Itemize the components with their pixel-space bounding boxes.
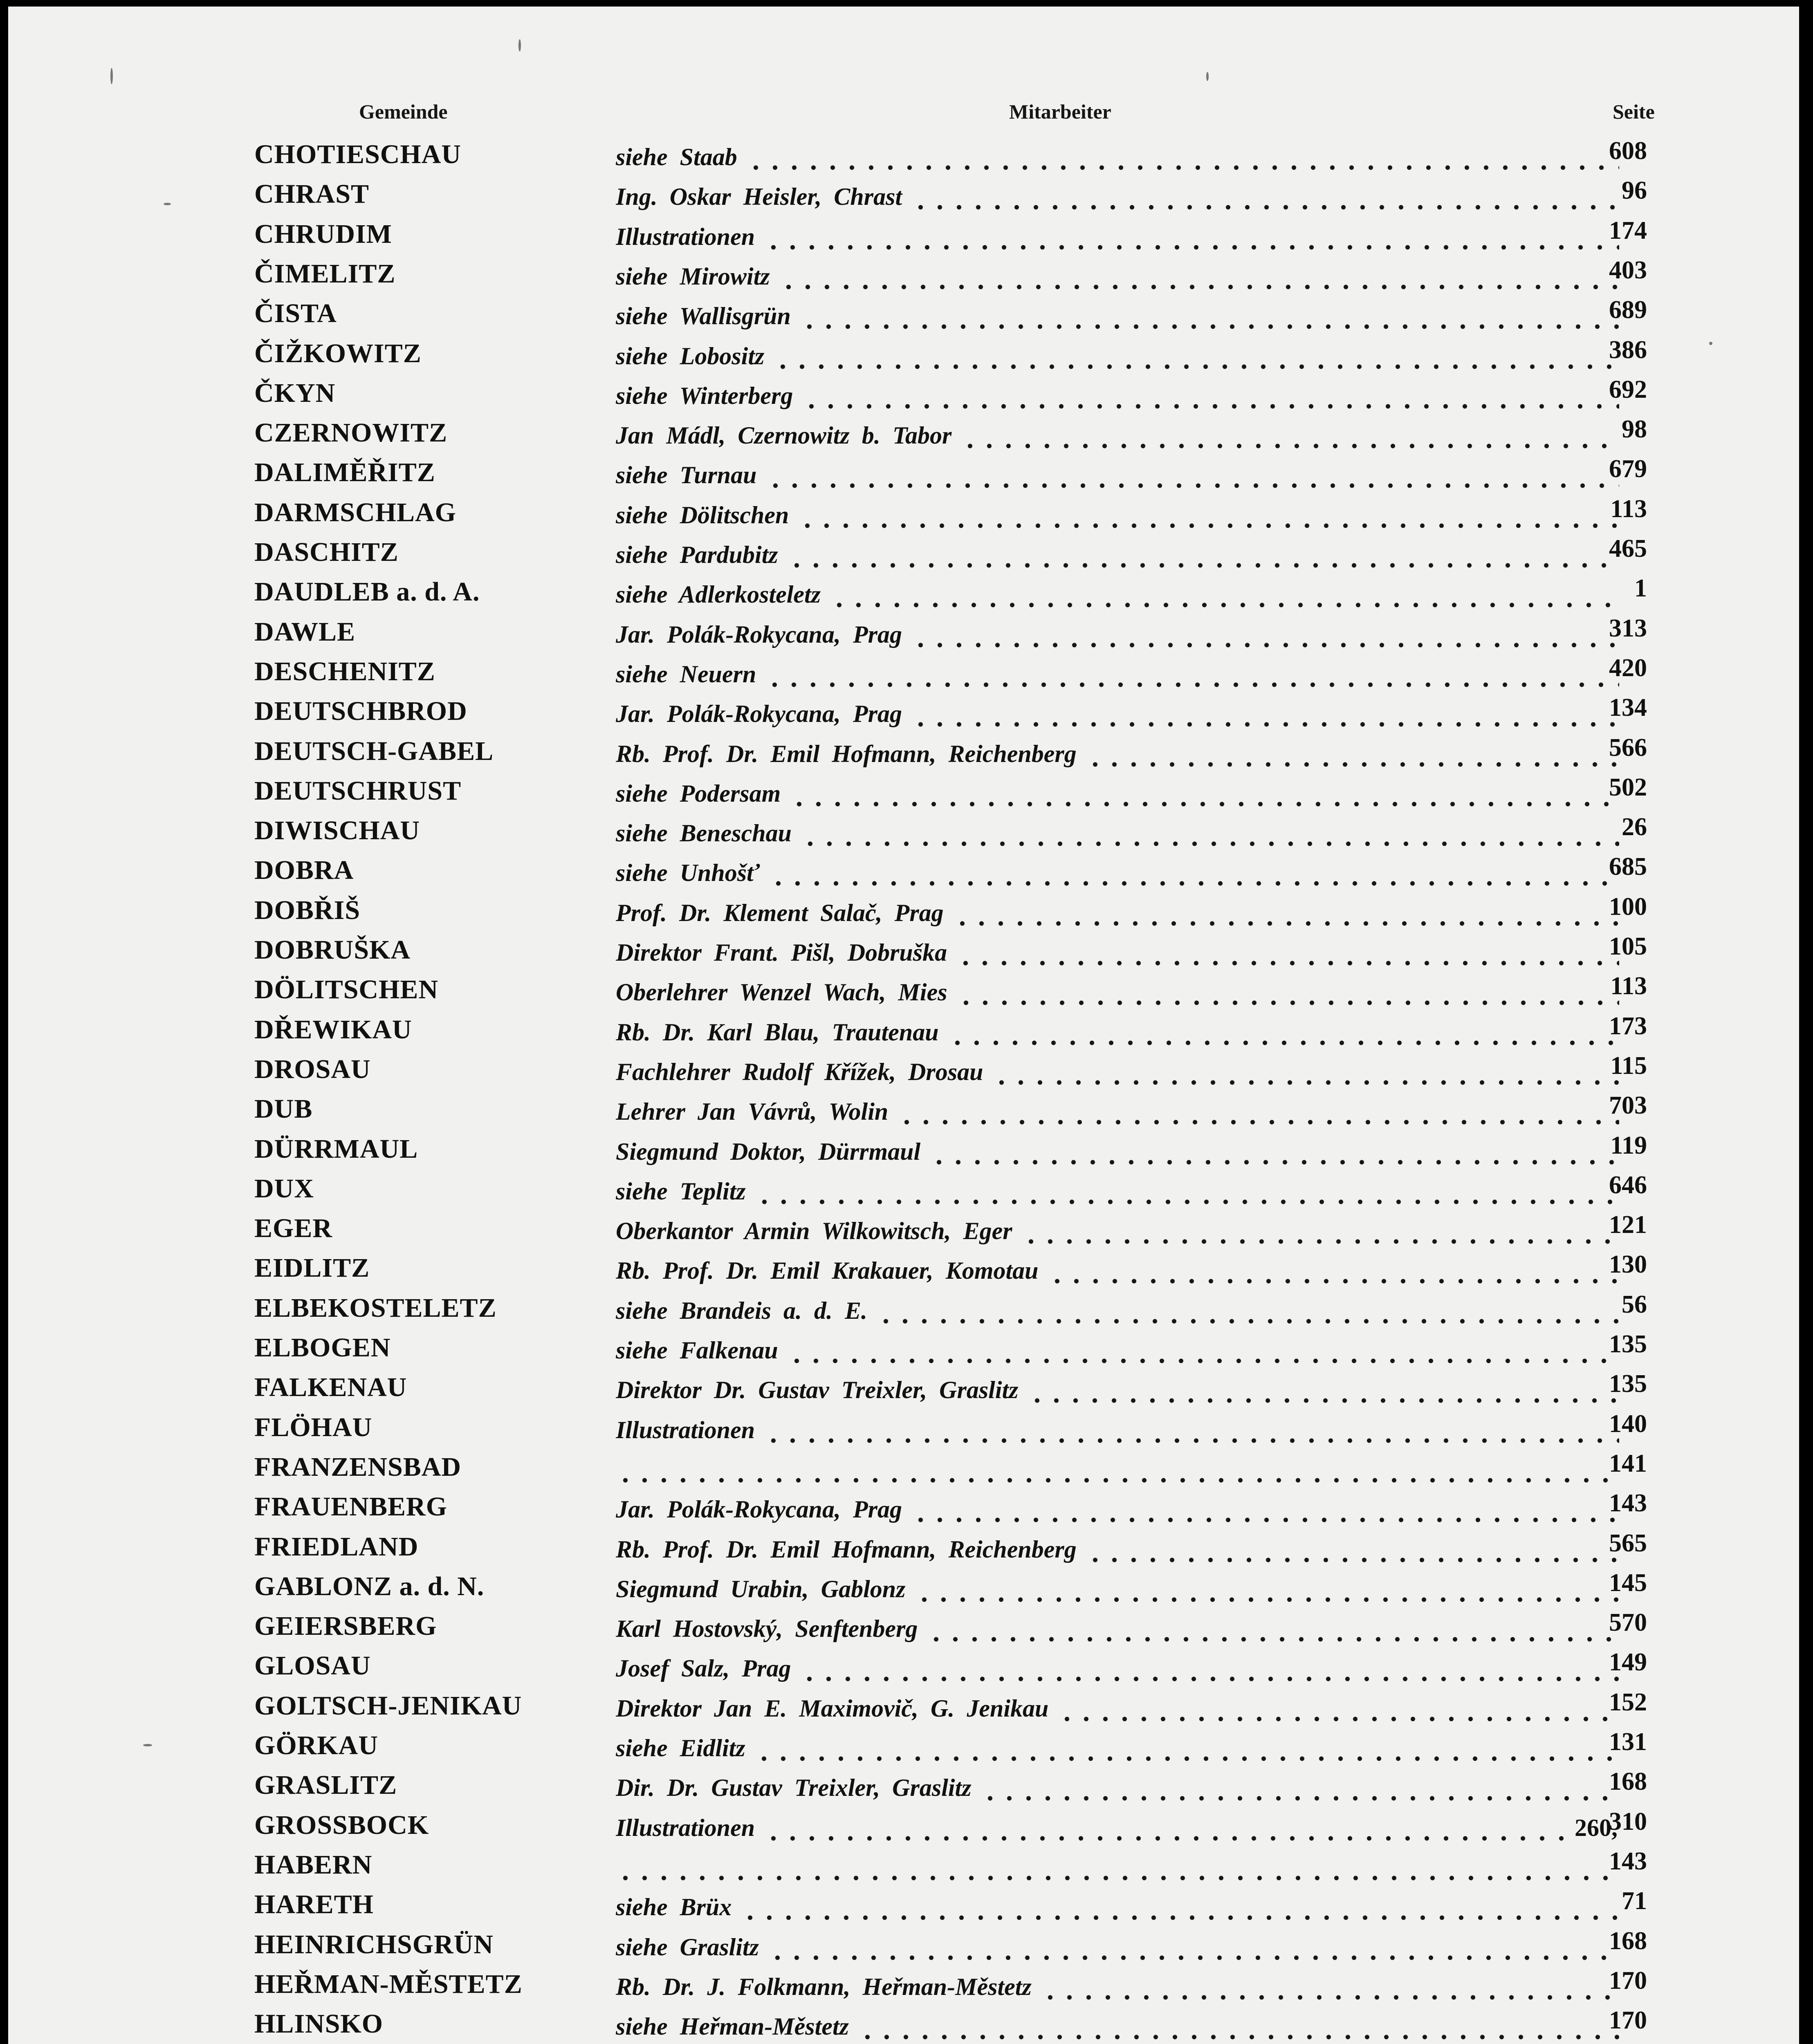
place-name: GRASLITZ bbox=[254, 1770, 397, 1800]
table-row bbox=[8, 1012, 1799, 1052]
page-number: 608 bbox=[1609, 137, 1647, 165]
contributor-cell bbox=[616, 621, 1619, 653]
table-row bbox=[8, 654, 1799, 694]
dot-leader bbox=[616, 1876, 1619, 1880]
contributor-cell bbox=[616, 421, 1619, 454]
place-name: FLÖHAU bbox=[254, 1412, 372, 1442]
table-row bbox=[8, 415, 1799, 455]
place-name: DÖLITSCHEN bbox=[254, 975, 439, 1004]
table-row bbox=[8, 1847, 1799, 1887]
table-row bbox=[8, 256, 1799, 296]
table-row bbox=[8, 137, 1799, 177]
contributor-name: siehe Teplitz bbox=[616, 1178, 746, 1205]
contributor-cell bbox=[616, 1257, 1619, 1289]
dot-leader bbox=[948, 1040, 1619, 1045]
contributor-name: Jar. Polák-Rokycana, Prag bbox=[616, 1496, 902, 1523]
contributor-cell bbox=[616, 1734, 1619, 1767]
table-row bbox=[8, 1887, 1799, 1927]
contributor-name: siehe Winterberg bbox=[616, 382, 793, 409]
table-row bbox=[8, 1728, 1799, 1768]
page-number: 152 bbox=[1609, 1688, 1647, 1716]
page-number: 465 bbox=[1609, 535, 1647, 563]
contributor-cell bbox=[616, 660, 1619, 693]
contributor-name: siehe Turnau bbox=[616, 462, 757, 489]
contributor-cell bbox=[616, 700, 1619, 733]
page-number: 113 bbox=[1610, 972, 1647, 1000]
place-name: GLOSAU bbox=[254, 1651, 371, 1681]
contributor-cell bbox=[616, 183, 1619, 215]
page-number: 135 bbox=[1609, 1330, 1647, 1358]
place-name: GEIERSBERG bbox=[254, 1611, 437, 1641]
dot-leader bbox=[764, 245, 1619, 250]
table-row bbox=[8, 574, 1799, 614]
place-name: ČIMELITZ bbox=[254, 259, 396, 289]
page-number: 141 bbox=[1609, 1450, 1647, 1477]
page-number: 565 bbox=[1609, 1529, 1647, 1557]
contributor-cell bbox=[616, 1177, 1619, 1210]
table-row bbox=[8, 1688, 1799, 1728]
place-name: DOBRUŠKA bbox=[254, 935, 411, 965]
contributor-name: siehe Dölitschen bbox=[616, 502, 789, 529]
page-number: 131 bbox=[1609, 1728, 1647, 1756]
table-row bbox=[8, 852, 1799, 892]
contributor-name: Direktor Frant. Pišl, Dobruška bbox=[616, 939, 947, 966]
place-name: DOBRA bbox=[254, 855, 354, 885]
table-row bbox=[8, 1369, 1799, 1410]
dot-leader bbox=[1057, 1717, 1619, 1721]
contributor-name: Illustrationen bbox=[616, 223, 755, 250]
place-name: DAUDLEB a. d. A. bbox=[254, 577, 480, 607]
page-number: 570 bbox=[1609, 1609, 1647, 1636]
place-name: EIDLITZ bbox=[254, 1253, 370, 1283]
contributor-name: siehe Lobositz bbox=[616, 343, 765, 370]
page-number: 121 bbox=[1609, 1211, 1647, 1239]
document-page bbox=[8, 7, 1799, 2044]
contributor-name: Jan Mádl, Czernowitz b. Tabor bbox=[616, 422, 952, 449]
page-number: 703 bbox=[1609, 1091, 1647, 1119]
contributor-cell bbox=[616, 302, 1619, 335]
dot-leader bbox=[915, 1597, 1619, 1602]
page-number: 689 bbox=[1609, 296, 1647, 324]
place-name: GOLTSCH-JENIKAU bbox=[254, 1691, 522, 1721]
contributor-cell bbox=[616, 978, 1619, 1011]
dot-leader bbox=[768, 1955, 1619, 1960]
place-name: FRAUENBERG bbox=[254, 1492, 448, 1522]
page-number: 502 bbox=[1609, 773, 1647, 801]
contributor-name: Fachlehrer Rudolf Křížek, Drosau bbox=[616, 1058, 983, 1085]
table-row bbox=[8, 495, 1799, 535]
place-name: HARETH bbox=[254, 1889, 374, 1919]
dot-leader bbox=[960, 444, 1619, 448]
contributor-name: Ing. Oskar Heisler, Chrast bbox=[616, 183, 902, 210]
contributor-cell bbox=[616, 501, 1619, 534]
place-name: DARMSCHLAG bbox=[254, 498, 457, 527]
place-name: DROSAU bbox=[254, 1054, 371, 1084]
place-name: ČIŽKOWITZ bbox=[254, 338, 422, 368]
contributor-name: Jar. Polák-Rokycana, Prag bbox=[616, 621, 902, 648]
contributor-name: siehe Pardubitz bbox=[616, 541, 778, 568]
table-row bbox=[8, 892, 1799, 932]
table-row bbox=[8, 1449, 1799, 1489]
contributor-name: Rb. Prof. Dr. Emil Hofmann, Reichenberg bbox=[616, 1536, 1077, 1563]
place-name: GABLONZ a. d. N. bbox=[254, 1571, 485, 1601]
dot-leader bbox=[1086, 762, 1619, 767]
scan-speck bbox=[518, 39, 521, 52]
page-number: 420 bbox=[1609, 654, 1647, 682]
dot-leader bbox=[981, 1796, 1619, 1801]
place-name: CHRAST bbox=[254, 179, 370, 209]
table-row bbox=[8, 1807, 1799, 1847]
page-number: 313 bbox=[1609, 614, 1647, 642]
contributor-name: siehe Brandeis a. d. E. bbox=[616, 1297, 868, 1324]
scan-speck bbox=[110, 68, 113, 84]
page-number: 71 bbox=[1622, 1887, 1647, 1915]
place-name: ČISTA bbox=[254, 298, 337, 328]
contributor-cell bbox=[616, 1456, 1619, 1488]
dot-leader bbox=[764, 1836, 1567, 1841]
contributor-cell bbox=[616, 1416, 1619, 1449]
contributor-name: siehe Adlerkosteletz bbox=[616, 581, 821, 608]
contributor-cell bbox=[616, 899, 1619, 932]
contributor-cell bbox=[616, 143, 1619, 176]
place-name: HEŘMAN-MĚSTETZ bbox=[254, 1969, 523, 1999]
scan-speck bbox=[164, 203, 171, 205]
page-number: 170 bbox=[1609, 2006, 1647, 2034]
scan-speck bbox=[143, 1744, 152, 1746]
page-number: 168 bbox=[1609, 1927, 1647, 1955]
contributor-cell bbox=[616, 2013, 1619, 2044]
contributor-cell bbox=[616, 262, 1619, 295]
contributor-cell bbox=[616, 740, 1619, 773]
dot-leader bbox=[953, 921, 1619, 926]
page-number: 135 bbox=[1609, 1370, 1647, 1398]
contributor-name: Rb. Dr. Karl Blau, Trautenau bbox=[616, 1019, 939, 1046]
table-row bbox=[8, 1250, 1799, 1290]
table-row bbox=[8, 1131, 1799, 1171]
page-number: 170 bbox=[1609, 1967, 1647, 1995]
page-number: 96 bbox=[1622, 177, 1647, 204]
contributor-name: Rb. Prof. Dr. Emil Hofmann, Reichenberg bbox=[616, 740, 1077, 767]
contributor-name: siehe Podersam bbox=[616, 780, 781, 807]
contributor-cell bbox=[616, 1973, 1619, 2006]
contributor-name: Direktor Dr. Gustav Treixler, Graslitz bbox=[616, 1376, 1019, 1403]
place-name: ELBEKOSTELETZ bbox=[254, 1293, 497, 1323]
contributor-name: siehe Staab bbox=[616, 143, 737, 170]
contributor-name: siehe Eidlitz bbox=[616, 1735, 745, 1762]
table-row bbox=[8, 972, 1799, 1012]
contributor-cell bbox=[616, 819, 1619, 852]
place-name: DUX bbox=[254, 1174, 314, 1204]
page-number: 56 bbox=[1622, 1291, 1647, 1318]
table-row bbox=[8, 813, 1799, 853]
contributor-name: Oberlehrer Wenzel Wach, Mies bbox=[616, 979, 947, 1006]
dot-leader bbox=[755, 1199, 1619, 1204]
contributor-cell bbox=[616, 1654, 1619, 1687]
place-name: DASCHITZ bbox=[254, 537, 399, 567]
dot-leader bbox=[911, 205, 1619, 210]
dot-leader bbox=[876, 1319, 1619, 1324]
page-number: 143 bbox=[1609, 1489, 1647, 1517]
column-header-mitarbeiter: Mitarbeiter bbox=[1009, 100, 1111, 123]
page-number: 98 bbox=[1622, 415, 1647, 443]
dot-leader bbox=[764, 1438, 1619, 1443]
place-name: HLINSKO bbox=[254, 2009, 384, 2039]
page-number: 646 bbox=[1609, 1171, 1647, 1199]
dot-leader bbox=[779, 285, 1619, 289]
contributor-cell bbox=[616, 1217, 1619, 1250]
table-row bbox=[8, 176, 1799, 216]
dot-leader bbox=[911, 643, 1619, 648]
contributor-name: Oberkantor Armin Wilkowitsch, Eger bbox=[616, 1217, 1012, 1244]
dot-leader bbox=[1086, 1558, 1619, 1562]
place-name: FRANZENSBAD bbox=[254, 1452, 462, 1482]
dot-leader bbox=[830, 603, 1619, 607]
page-number: 386 bbox=[1609, 336, 1647, 364]
table-row bbox=[8, 733, 1799, 773]
dot-leader bbox=[766, 483, 1619, 488]
dot-leader bbox=[897, 1120, 1619, 1125]
contributor-name: siehe Wallisgrün bbox=[616, 303, 791, 329]
page-number: 1 bbox=[1634, 574, 1647, 602]
dot-leader bbox=[858, 2035, 1619, 2040]
contributor-cell bbox=[616, 1058, 1619, 1091]
dot-leader bbox=[740, 1915, 1619, 1920]
table-row bbox=[8, 614, 1799, 654]
dot-leader bbox=[798, 523, 1619, 528]
dot-leader bbox=[956, 1000, 1619, 1005]
place-name: DÜRRMAUL bbox=[254, 1134, 418, 1164]
scan-speck bbox=[1709, 342, 1712, 345]
table-row bbox=[8, 1489, 1799, 1529]
contributor-name: Karl Hostovský, Senftenberg bbox=[616, 1615, 918, 1642]
place-name: DEUTSCHBROD bbox=[254, 696, 467, 726]
dot-leader bbox=[956, 961, 1619, 966]
contributor-cell bbox=[616, 939, 1619, 971]
dot-leader bbox=[787, 1358, 1619, 1363]
page-number: 26 bbox=[1622, 813, 1647, 841]
contributor-cell bbox=[616, 780, 1619, 812]
dot-leader bbox=[1048, 1279, 1619, 1284]
table-row bbox=[8, 1529, 1799, 1569]
place-name: GROSSBOCK bbox=[254, 1810, 429, 1840]
dot-leader bbox=[1028, 1398, 1619, 1403]
dot-leader bbox=[754, 1756, 1619, 1761]
page-number: 140 bbox=[1609, 1410, 1647, 1438]
table-row bbox=[8, 336, 1799, 376]
contributor-name: siehe Heřman-Městetz bbox=[616, 2013, 849, 2040]
page-number: 149 bbox=[1609, 1648, 1647, 1676]
column-header-seite: Seite bbox=[1613, 100, 1655, 123]
contributor-name: Rb. Dr. J. Folkmann, Heřman-Městetz bbox=[616, 1973, 1032, 2000]
page-number: 145 bbox=[1609, 1569, 1647, 1597]
page-number: 113 bbox=[1610, 495, 1647, 523]
page-number: 168 bbox=[1609, 1768, 1647, 1795]
page-number: 143 bbox=[1609, 1847, 1647, 1875]
contributor-cell bbox=[616, 382, 1619, 415]
place-name: DOBŘIŠ bbox=[254, 895, 361, 925]
contributor-cell bbox=[616, 580, 1619, 613]
page-number: 130 bbox=[1609, 1251, 1647, 1278]
place-name: FALKENAU bbox=[254, 1372, 407, 1402]
dot-leader bbox=[927, 1637, 1619, 1642]
place-name: HEINRICHSGRÜN bbox=[254, 1930, 494, 1959]
place-name: DALIMĚŘITZ bbox=[254, 457, 435, 487]
dot-leader bbox=[746, 165, 1619, 170]
dot-leader bbox=[911, 1517, 1619, 1522]
contributor-cell bbox=[616, 1814, 1619, 1847]
contributor-cell bbox=[616, 1098, 1619, 1130]
table-row bbox=[8, 1608, 1799, 1648]
scan-speck bbox=[1206, 72, 1209, 81]
table-row bbox=[8, 1767, 1799, 1807]
place-name: DAWLE bbox=[254, 617, 356, 647]
page-number: 685 bbox=[1609, 853, 1647, 881]
contributor-name: Direktor Jan E. Maximovič, G. Jenikau bbox=[616, 1695, 1049, 1722]
place-name: CZERNOWITZ bbox=[254, 418, 448, 448]
place-name: FRIEDLAND bbox=[254, 1532, 419, 1562]
page-number: 173 bbox=[1609, 1012, 1647, 1040]
contributor-cell bbox=[616, 1615, 1619, 1647]
contributor-name: Jar. Polák-Rokycana, Prag bbox=[616, 700, 902, 727]
table-row bbox=[8, 1966, 1799, 2006]
page-number: 134 bbox=[1609, 694, 1647, 722]
table-row bbox=[8, 375, 1799, 415]
page-number: 174 bbox=[1609, 217, 1647, 244]
contributor-cell bbox=[616, 1694, 1619, 1727]
place-name: ELBOGEN bbox=[254, 1333, 391, 1363]
table-row bbox=[8, 932, 1799, 972]
place-name: GÖRKAU bbox=[254, 1730, 378, 1760]
table-row bbox=[8, 2006, 1799, 2044]
contributor-name: siehe Brüx bbox=[616, 1894, 732, 1921]
column-header-row bbox=[8, 100, 1799, 132]
contributor-cell bbox=[616, 1933, 1619, 1966]
contributor-cell bbox=[616, 1297, 1619, 1329]
dot-leader bbox=[773, 364, 1619, 369]
page-number: 119 bbox=[1610, 1132, 1647, 1159]
place-name: DUB bbox=[254, 1094, 313, 1124]
page-number: 115 bbox=[1610, 1052, 1647, 1080]
table-row bbox=[8, 534, 1799, 574]
contributor-name: Illustrationen bbox=[616, 1416, 755, 1443]
place-name: ČKYN bbox=[254, 378, 336, 408]
dot-leader bbox=[992, 1080, 1619, 1085]
table-row bbox=[8, 296, 1799, 336]
dot-leader bbox=[929, 1160, 1619, 1165]
contributor-name: Illustrationen bbox=[616, 1814, 755, 1841]
place-name: CHRUDIM bbox=[254, 219, 392, 249]
contributor-name: siehe Falkenau bbox=[616, 1337, 778, 1364]
contributor-cell bbox=[616, 1376, 1619, 1409]
place-name: DEUTSCH-GABEL bbox=[254, 736, 494, 766]
contributor-name: siehe Unhošť bbox=[616, 859, 760, 886]
table-row bbox=[8, 1927, 1799, 1967]
page-number: 100 bbox=[1609, 893, 1647, 921]
page-number: 566 bbox=[1609, 734, 1647, 762]
table-row bbox=[8, 1648, 1799, 1688]
table-row bbox=[8, 1091, 1799, 1131]
contributor-cell bbox=[616, 1018, 1619, 1051]
column-header-gemeinde: Gemeinde bbox=[359, 100, 448, 123]
table-row bbox=[8, 455, 1799, 495]
dot-leader bbox=[1041, 1995, 1619, 2000]
contributor-name: siehe Mirowitz bbox=[616, 263, 770, 290]
extra-page-ref: 260, bbox=[1575, 1814, 1618, 1841]
contributor-cell bbox=[616, 1495, 1619, 1528]
table-row bbox=[8, 1290, 1799, 1330]
contributor-cell bbox=[616, 1853, 1619, 1886]
contributor-name: Siegmund Urabin, Gablonz bbox=[616, 1576, 906, 1602]
dot-leader bbox=[800, 1676, 1619, 1681]
dot-leader bbox=[1021, 1239, 1619, 1244]
page-number: 679 bbox=[1609, 455, 1647, 483]
page-number: 310 bbox=[1609, 1808, 1647, 1836]
place-name: DEUTSCHRUST bbox=[254, 776, 462, 806]
table-row bbox=[8, 1410, 1799, 1450]
contributor-cell bbox=[616, 1138, 1619, 1170]
dot-leader bbox=[769, 881, 1619, 886]
place-name: CHOTIESCHAU bbox=[254, 139, 462, 169]
dot-leader bbox=[911, 722, 1619, 727]
contributor-name: siehe Beneschau bbox=[616, 820, 792, 847]
place-name: DIWISCHAU bbox=[254, 816, 420, 845]
table-row bbox=[8, 1210, 1799, 1251]
contributor-cell bbox=[616, 223, 1619, 256]
table-row bbox=[8, 1171, 1799, 1211]
table-row bbox=[8, 216, 1799, 256]
contributor-name: Rb. Prof. Dr. Emil Krakauer, Komotau bbox=[616, 1257, 1039, 1284]
page-number: 403 bbox=[1609, 256, 1647, 284]
contributor-cell bbox=[616, 859, 1619, 892]
dot-leader bbox=[790, 802, 1619, 807]
dot-leader bbox=[787, 563, 1619, 568]
dot-leader bbox=[800, 324, 1619, 329]
place-name: DŘEWIKAU bbox=[254, 1015, 412, 1044]
contributor-name: Siegmund Doktor, Dürrmaul bbox=[616, 1138, 921, 1165]
table-row bbox=[8, 1330, 1799, 1370]
table-row bbox=[8, 1051, 1799, 1091]
place-name: EGER bbox=[254, 1213, 333, 1243]
dot-leader bbox=[616, 1478, 1619, 1483]
contributor-cell bbox=[616, 1336, 1619, 1369]
contributor-cell bbox=[616, 342, 1619, 375]
contributor-cell bbox=[616, 1774, 1619, 1806]
table-row bbox=[8, 693, 1799, 733]
contributor-name: Prof. Dr. Klement Salač, Prag bbox=[616, 899, 944, 926]
table-row bbox=[8, 773, 1799, 813]
dot-leader bbox=[765, 682, 1619, 687]
page-number: 692 bbox=[1609, 376, 1647, 403]
table-row bbox=[8, 1569, 1799, 1609]
contributor-name: siehe Neuern bbox=[616, 661, 756, 688]
contributor-cell bbox=[616, 1893, 1619, 1926]
contributor-cell bbox=[616, 1575, 1619, 1608]
contributor-cell bbox=[616, 1535, 1619, 1568]
place-name: HABERN bbox=[254, 1850, 372, 1880]
contributor-name: Josef Salz, Prag bbox=[616, 1655, 791, 1682]
place-name: DESCHENITZ bbox=[254, 657, 435, 686]
dot-leader bbox=[802, 404, 1619, 409]
page-number: 105 bbox=[1609, 932, 1647, 960]
contributor-name: Lehrer Jan Vávrů, Wolin bbox=[616, 1098, 889, 1125]
dot-leader bbox=[801, 841, 1619, 846]
contributor-cell bbox=[616, 541, 1619, 574]
contributor-name: Dir. Dr. Gustav Treixler, Graslitz bbox=[616, 1774, 972, 1801]
page-content bbox=[8, 7, 1799, 2044]
contributor-cell bbox=[616, 461, 1619, 494]
contributor-name: siehe Graslitz bbox=[616, 1934, 759, 1961]
